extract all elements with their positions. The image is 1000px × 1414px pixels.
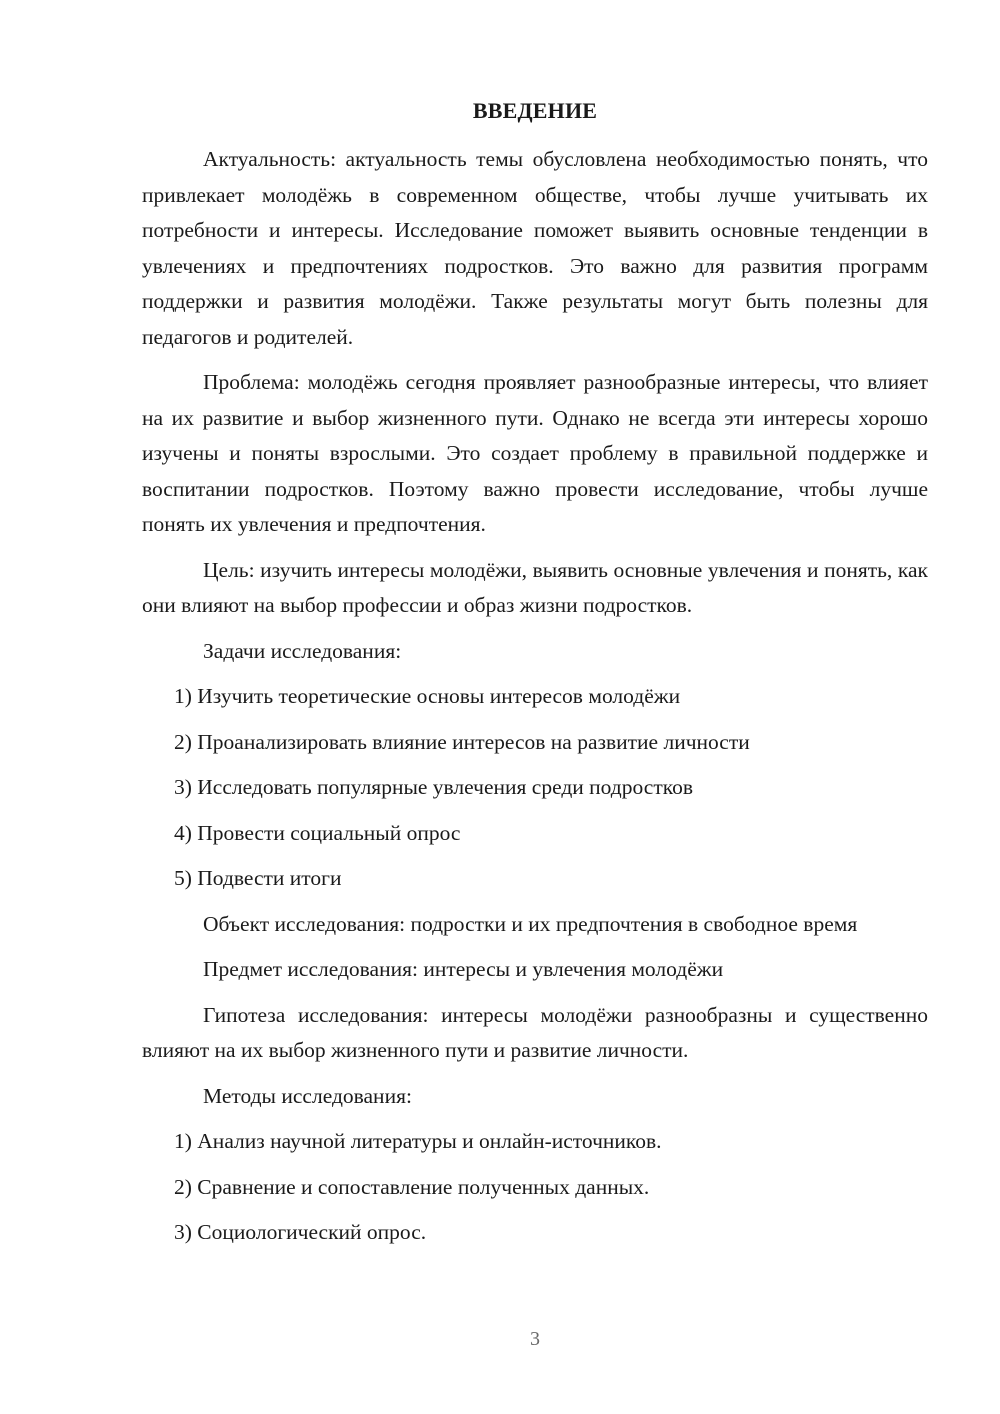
task-item-5: 5) Подвести итоги (174, 866, 342, 890)
task-item-3: 3) Исследовать популярные увлечения среди подростков (174, 775, 693, 799)
task-item-2: 2) Проанализировать влияние интересов на развитие личности (174, 729, 750, 754)
page-number: 3 (530, 1328, 540, 1350)
goal-paragraph: Цель: изучить интересы молодёжи, выявить основные увлечения и понять, как они влияют на выбор профессии и образ жизни подростков. (142, 557, 928, 617)
document-body (142, 142, 928, 1251)
method-item-2: 2) Сравнение и сопоставление полученных данных. (174, 1174, 650, 1199)
method-item-3: 3) Социологический опрос. (174, 1220, 427, 1244)
task-item-4: 4) Провести социальный опрос (174, 820, 461, 845)
hypothesis-paragraph: Гипотеза исследования: интересы молодёжи разнообразны и существенно влияют на их выбор жизненного пути и развитие личности. (142, 1002, 928, 1062)
problem-paragraph: Проблема: молодёжь сегодня проявляет разнообразные интересы, что влияет на их развитие и выбор жизненного пути. Однако не всегда эти интересы хорошо изучены и поняты взрослыми. Это создает проблему в правильной поддержке и воспитании подростков. Поэтому важно провести исследование, чтобы лучше понять их увлечения и предпочтения. (142, 370, 928, 536)
tasks-heading: Задачи исследования: (203, 638, 402, 663)
task-item-1: 1) Изучить теоретические основы интересов молодёжи (174, 684, 681, 708)
object-paragraph: Объект исследования: подростки и их предпочтения в свободное время (203, 911, 858, 936)
subject-paragraph: Предмет исследования: интересы и увлечения молодёжи (203, 957, 724, 981)
method-item-1: 1) Анализ научной литературы и онлайн-источников. (174, 1129, 662, 1153)
section-title: ВВЕДЕНИЕ (472, 98, 598, 123)
methods-heading: Методы исследования: (203, 1083, 412, 1108)
relevance-paragraph: Актуальность: актуальность темы обусловлена необходимостью понять, что привлекает молодёжь в современном обществе, чтобы лучше учитывать их потребности и интересы. Исследование поможет выявить основные тенденции в увлечениях и предпочтениях подростков. Это важно для развития программ поддержки и развития молодёжи. Также результаты могут быть полезны для педагогов и родителей. (142, 147, 928, 349)
